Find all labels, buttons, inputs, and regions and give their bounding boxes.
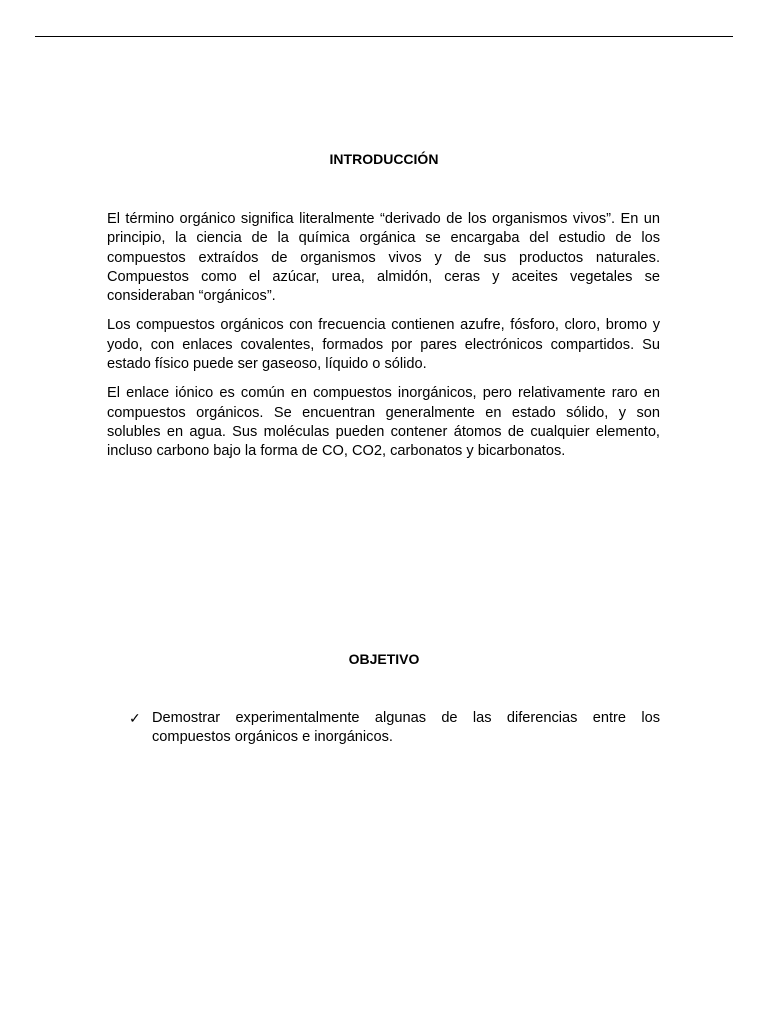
intro-paragraph: El término orgánico significa literalmente “derivado de los organismos vivos”. En un principio, la ciencia de la química orgánica se encargaba del estudio de los compuestos extraídos de organismos vivos y de sus productos naturales. Compuestos como el azúcar, urea, almidón, ceras y aceites vegetales se consideraban “orgánicos”. <box>107 211 660 305</box>
header-divider <box>35 36 733 37</box>
objective-item <box>107 709 660 748</box>
intro-paragraph: Los compuestos orgánicos con frecuencia contienen azufre, fósforo, cloro, bromo y yodo, con enlaces covalentes, formados por pares electrónicos compartidos. Su estado físico puede ser gaseoso, líquido o sólido. <box>107 317 660 373</box>
objective-item-text: Demostrar experimentalmente algunas de las diferencias entre los compuestos orgánicos e inorgánicos. <box>152 710 660 746</box>
intro-paragraph: El enlace iónico es común en compuestos inorgánicos, pero relativamente raro en compuestos orgánicos. Se encuentran generalmente en estado sólido, y son solubles en agua. Sus moléculas pueden contener átomos de cualquier elemento, incluso carbono bajo la forma de CO, CO2, carbonatos y bicarbonatos. <box>107 385 660 460</box>
introduction-heading: INTRODUCCIÓN <box>329 151 439 167</box>
checkmark-icon: ✓ <box>129 710 141 726</box>
introduction-body <box>107 210 660 472</box>
objective-list <box>107 709 660 748</box>
objective-heading: OBJETIVO <box>348 651 420 667</box>
